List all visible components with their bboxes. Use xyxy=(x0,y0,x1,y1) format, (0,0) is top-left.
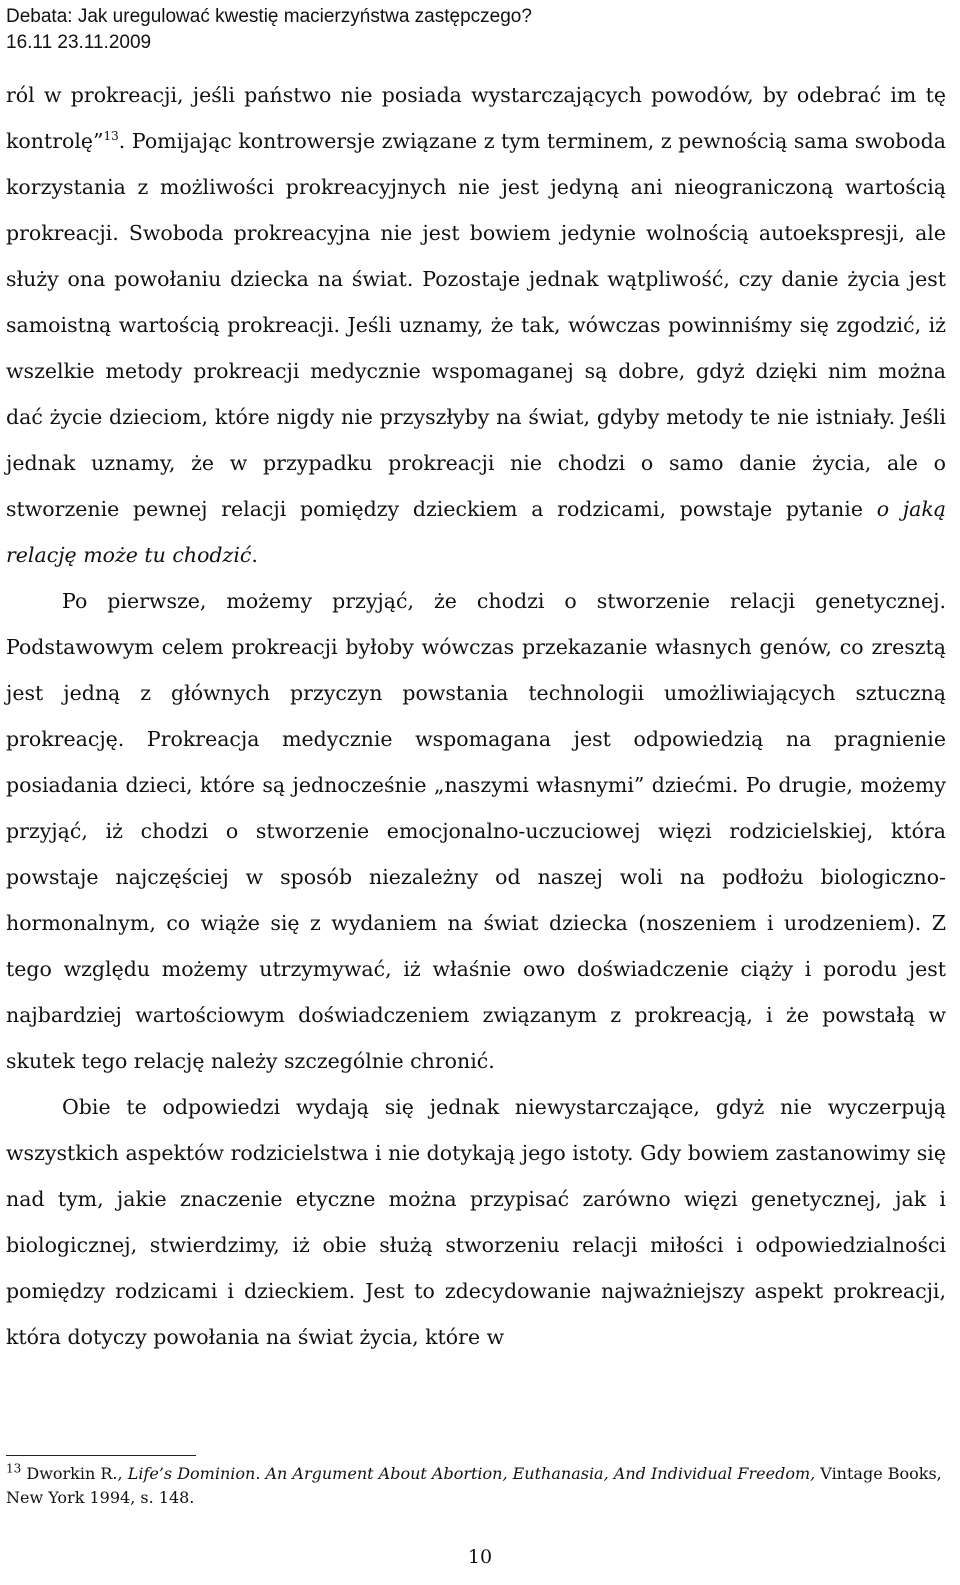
footnote-number: 13 xyxy=(6,1461,22,1476)
paragraph-1-end: . xyxy=(251,543,258,567)
header-title: Debata: Jak uregulować kwestię macierzyństwa zastępczego? xyxy=(6,6,532,27)
page-number: 10 xyxy=(467,1546,493,1568)
paragraph-1-start: ról w prokreacji, jeśli państwo nie posiada wystarczających powodów, by odebrać im tę kontrolę” xyxy=(6,83,946,153)
paragraph-1-italic: o jaką relację może tu chodzić xyxy=(6,497,946,567)
footnote-book-title: Life’s Dominion. An Argument About Abortion, Euthanasia, And Individual Freedom, xyxy=(127,1464,816,1483)
paragraph-1 xyxy=(6,72,946,578)
page-header xyxy=(6,4,532,56)
footnote-divider xyxy=(6,1455,196,1456)
header-dates: 16.11 23.11.2009 xyxy=(6,32,152,53)
footnote-publisher: Vintage Books, New York 1994, s. 148. xyxy=(6,1464,942,1507)
paragraph-1-body: . Pomijając kontrowersje związane z tym terminem, z pewnością sama swoboda korzystania z możliwości prokreacyjnych nie jest jedyną ani nieograniczoną wartością prokreacji. Swoboda prokreacyjna nie jest bowiem jedynie wolnością autoekspresji, ale służy ona powołaniu dziecka na świat. Pozostaje jednak wątpliwość, czy danie życia jest samoistną wartością prokreacji. Jeśli uznamy, że tak, wówczas powinniśmy się zgodzić, iż wszelkie metody prokreacji medycznie wspomaganej są dobre, gdyż dzięki nim można dać życie dzieciom, które nigdy nie przyszłyby na świat, gdyby metody te nie istniały. Jeśli jednak uznamy, że w przypadku prokreacji nie chodzi o samo danie życia, ale o stworzenie pewnej relacji pomiędzy dzieckiem a rodzicami, powstaje pytanie xyxy=(6,129,946,521)
paragraph-3: Obie te odpowiedzi wydają się jednak niewystarczające, gdyż nie wyczerpują wszystkich aspektów rodzicielstwa i nie dotykają jego istoty. Gdy bowiem zastanowimy się nad tym, jakie znaczenie etyczne można przypisać zarówno więzi genetycznej, jak i biologicznej, stwierdzimy, iż obie służą stworzeniu relacji miłości i odpowiedzialności pomiędzy rodzicami i dzieckiem. Jest to zdecydowanie najważniejszy aspekt prokreacji, która dotyczy powołania na świat życia, które w xyxy=(6,1095,946,1349)
footnote-13 xyxy=(6,1462,946,1510)
footnote-author: Dworkin R., xyxy=(21,1464,128,1483)
footnote-ref-13[interactable]: 13 xyxy=(103,129,119,144)
body-text xyxy=(6,72,946,1360)
paragraph-2: Po pierwsze, możemy przyjąć, że chodzi o stworzenie relacji genetycznej. Podstawowym celem prokreacji byłoby wówczas przekazanie własnych genów, co zresztą jest jedną z głównych przyczyn powstania technologii umożliwiających sztuczną prokreację. Prokreacja medycznie wspomagana jest odpowiedzią na pragnienie posiadania dzieci, które są jednocześnie „naszymi własnymi” dziećmi. Po drugie, możemy przyjąć, iż chodzi o stworzenie emocjonalno-uczuciowej więzi rodzicielskiej, która powstaje najczęściej w sposób niezależny od naszej woli na podłożu biologiczno-hormonalnym, co wiąże się z wydaniem na świat dziecka (noszeniem i urodzeniem). Z tego względu możemy utrzymywać, iż właśnie owo doświadczenie ciąży i porodu jest najbardziej wartościowym doświadczeniem związanym z prokreacją, i że powstałą w skutek tego relację należy szczególnie chronić. xyxy=(6,589,946,1073)
